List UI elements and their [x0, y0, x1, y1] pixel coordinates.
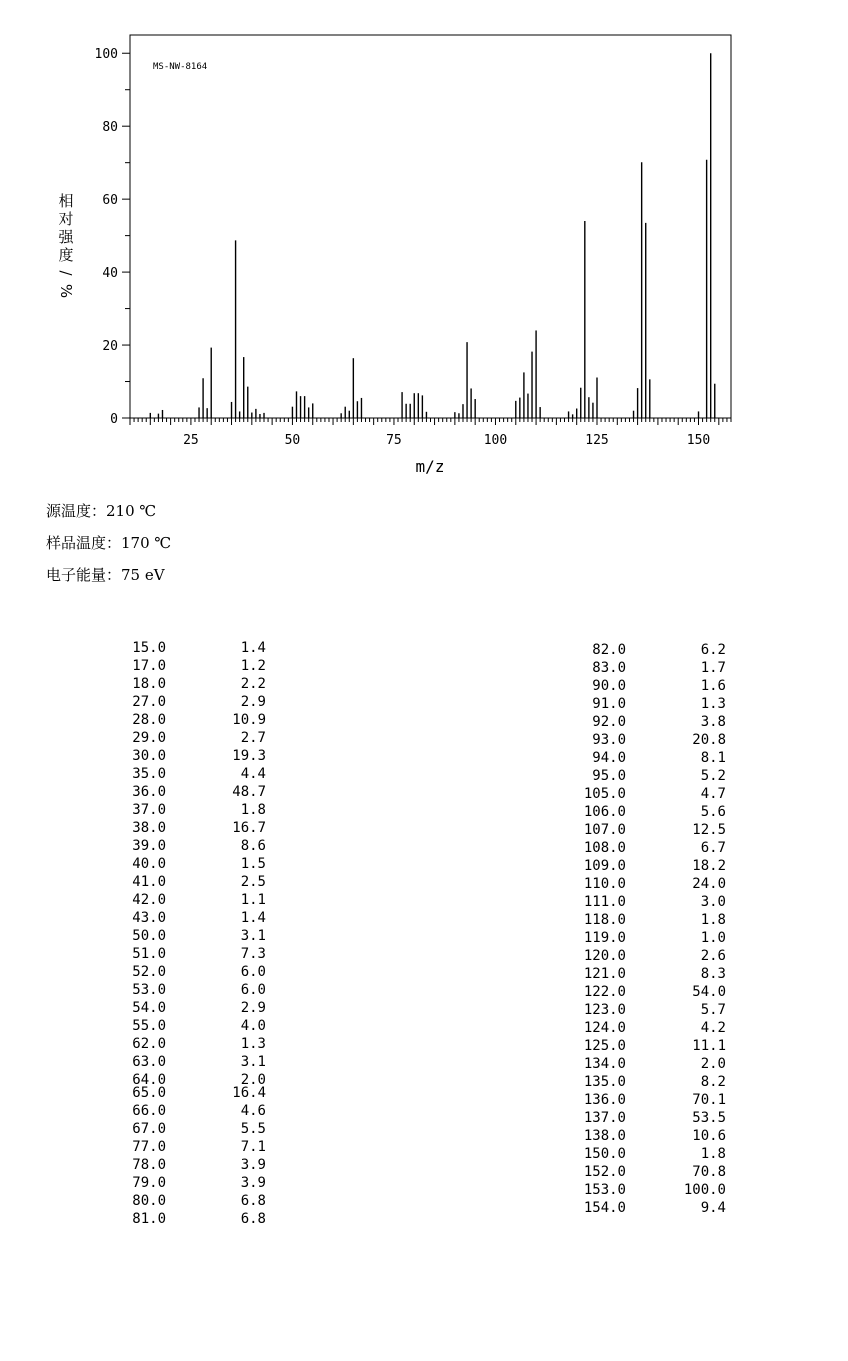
table-row: [60, 963, 266, 981]
table-row: [520, 659, 726, 677]
abundance-value: 4.4: [240, 766, 266, 782]
peak-table-right: [520, 641, 726, 1221]
mz-value: 94.0: [592, 750, 626, 766]
y-tick-label: 80: [102, 120, 118, 136]
abundance-value: 5.5: [240, 1121, 266, 1137]
mz-value: 138.0: [583, 1128, 626, 1144]
peak-table-left: [60, 639, 266, 1229]
abundance-value: 6.0: [240, 964, 266, 980]
x-axis-ticks: [130, 418, 731, 448]
abundance-value: 2.0: [240, 1072, 266, 1088]
mz-value: 62.0: [132, 1036, 166, 1052]
table-row: [60, 675, 266, 693]
source-temperature: 源温度：210 ℃: [46, 502, 157, 520]
abundance-value: 1.7: [700, 660, 726, 676]
mz-value: 40.0: [132, 856, 166, 872]
x-tick-label: 50: [284, 433, 301, 448]
mz-value: 39.0: [132, 838, 166, 854]
table-row: [60, 729, 266, 747]
table-row: [520, 821, 726, 839]
table-row: [60, 945, 266, 963]
mz-value: 119.0: [583, 930, 626, 946]
mz-value: 95.0: [592, 768, 626, 784]
table-row: [520, 947, 726, 965]
table-row: [60, 819, 266, 837]
table-row: [520, 1037, 726, 1055]
abundance-value: 3.8: [700, 714, 726, 730]
abundance-value: 4.2: [700, 1020, 726, 1036]
mz-value: 122.0: [583, 984, 626, 1000]
table-row: [520, 1199, 726, 1217]
mz-value: 154.0: [583, 1200, 626, 1216]
plot-frame: [130, 35, 731, 418]
abundance-value: 2.5: [240, 874, 266, 890]
chart-title: MS-NW-8164: [153, 62, 208, 72]
abundance-value: 54.0: [692, 984, 726, 1000]
table-row: [520, 695, 726, 713]
mz-value: 67.0: [132, 1121, 166, 1137]
abundance-value: 3.9: [240, 1175, 266, 1191]
abundance-value: 2.6: [700, 948, 726, 964]
abundance-value: 53.5: [692, 1110, 726, 1126]
mz-value: 107.0: [583, 822, 626, 838]
mz-value: 17.0: [132, 658, 166, 674]
mz-value: 125.0: [583, 1038, 626, 1054]
abundance-value: 1.4: [240, 910, 266, 926]
abundance-value: 6.8: [240, 1193, 266, 1209]
y-tick-label: 60: [102, 193, 118, 209]
abundance-value: 20.8: [692, 732, 726, 748]
mz-value: 77.0: [132, 1139, 166, 1155]
mz-value: 41.0: [132, 874, 166, 890]
table-row: [60, 981, 266, 999]
table-row: [520, 1163, 726, 1181]
abundance-value: 1.5: [240, 856, 266, 872]
abundance-value: 70.1: [692, 1092, 726, 1108]
y-axis-label-char: 度: [58, 246, 74, 264]
table-row: [60, 1156, 266, 1174]
mz-value: 136.0: [583, 1092, 626, 1108]
abundance-value: 1.8: [700, 1146, 726, 1162]
table-row: [60, 873, 266, 891]
mz-value: 93.0: [592, 732, 626, 748]
mz-value: 37.0: [132, 802, 166, 818]
mz-value: 123.0: [583, 1002, 626, 1018]
table-row: [60, 1053, 266, 1071]
table-row: [60, 657, 266, 675]
abundance-value: 2.9: [240, 1000, 266, 1016]
mz-value: 110.0: [583, 876, 626, 892]
abundance-value: 19.3: [232, 748, 266, 764]
table-row: [520, 1109, 726, 1127]
abundance-value: 70.8: [692, 1164, 726, 1180]
mass-spectrum-chart: [0, 0, 848, 490]
mz-value: 36.0: [132, 784, 166, 800]
mz-value: 79.0: [132, 1175, 166, 1191]
abundance-value: 3.1: [240, 928, 266, 944]
abundance-value: 2.0: [700, 1056, 726, 1072]
mz-value: 63.0: [132, 1054, 166, 1070]
mz-value: 50.0: [132, 928, 166, 944]
mz-value: 52.0: [132, 964, 166, 980]
mz-value: 30.0: [132, 748, 166, 764]
electron-energy: 电子能量：75 eV: [46, 566, 165, 584]
mz-value: 91.0: [592, 696, 626, 712]
mz-value: 51.0: [132, 946, 166, 962]
abundance-value: 7.3: [240, 946, 266, 962]
table-row: [520, 767, 726, 785]
mz-value: 106.0: [583, 804, 626, 820]
x-tick-label: 25: [183, 433, 199, 448]
abundance-value: 1.6: [700, 678, 726, 694]
abundance-value: 8.3: [700, 966, 726, 982]
mz-value: 55.0: [132, 1018, 166, 1034]
table-row: [60, 855, 266, 873]
table-row: [520, 731, 726, 749]
mz-value: 53.0: [132, 982, 166, 998]
abundance-value: 6.8: [240, 1211, 266, 1227]
abundance-value: 3.9: [240, 1157, 266, 1173]
abundance-value: 4.6: [240, 1103, 266, 1119]
table-row: [520, 839, 726, 857]
y-axis-ticks: [95, 47, 130, 427]
y-axis-label-char: 强: [58, 228, 74, 246]
abundance-value: 11.1: [692, 1038, 726, 1054]
table-row: [520, 929, 726, 947]
mz-value: 137.0: [583, 1110, 626, 1126]
y-axis-label-char: 对: [58, 210, 74, 228]
table-row: [60, 1035, 266, 1053]
y-axis-label-char: 相: [58, 192, 74, 210]
abundance-value: 2.9: [240, 694, 266, 710]
table-row: [520, 893, 726, 911]
abundance-value: 5.2: [700, 768, 726, 784]
mz-value: 90.0: [592, 678, 626, 694]
mz-value: 28.0: [132, 712, 166, 728]
abundance-value: 18.2: [692, 858, 726, 874]
table-row: [520, 1073, 726, 1091]
mz-value: 82.0: [592, 642, 626, 658]
table-row: [60, 1210, 266, 1228]
table-row: [60, 639, 266, 657]
abundance-value: 1.3: [240, 1036, 266, 1052]
abundance-value: 6.2: [700, 642, 726, 658]
table-row: [60, 693, 266, 711]
abundance-value: 3.0: [700, 894, 726, 910]
mz-value: 15.0: [132, 640, 166, 656]
abundance-value: 5.6: [700, 804, 726, 820]
y-tick-label: 20: [102, 339, 118, 355]
mz-value: 83.0: [592, 660, 626, 676]
abundance-value: 1.2: [240, 658, 266, 674]
abundance-value: 1.3: [700, 696, 726, 712]
abundance-value: 12.5: [692, 822, 726, 838]
mz-value: 105.0: [583, 786, 626, 802]
abundance-value: 4.0: [240, 1018, 266, 1034]
table-row: [60, 909, 266, 927]
table-row: [60, 1084, 266, 1102]
y-axis-label: [56, 192, 76, 300]
table-row: [520, 857, 726, 875]
table-row: [60, 837, 266, 855]
y-tick-label: 100: [94, 47, 118, 63]
table-row: [520, 677, 726, 695]
table-row: [60, 999, 266, 1017]
abundance-value: 9.4: [700, 1200, 726, 1216]
x-tick-label: 100: [483, 433, 508, 448]
x-tick-label: 125: [585, 433, 609, 448]
y-tick-label: 0: [110, 412, 118, 427]
table-row: [520, 713, 726, 731]
mz-value: 111.0: [583, 894, 626, 910]
spectrum-peaks: [150, 53, 714, 418]
mz-value: 124.0: [583, 1020, 626, 1036]
y-tick-label: 40: [102, 266, 118, 282]
mz-value: 118.0: [583, 912, 626, 928]
mz-value: 81.0: [132, 1211, 166, 1227]
mz-value: 135.0: [583, 1074, 626, 1090]
abundance-value: 10.6: [692, 1128, 726, 1144]
x-axis-label: m/z: [415, 457, 445, 476]
table-row: [520, 1091, 726, 1109]
mz-value: 109.0: [583, 858, 626, 874]
table-row: [520, 1001, 726, 1019]
abundance-value: 1.4: [240, 640, 266, 656]
abundance-value: 16.4: [232, 1085, 266, 1101]
mz-value: 38.0: [132, 820, 166, 836]
abundance-value: 6.0: [240, 982, 266, 998]
mz-value: 42.0: [132, 892, 166, 908]
table-row: [520, 875, 726, 893]
table-row: [520, 965, 726, 983]
abundance-value: 2.7: [240, 730, 266, 746]
table-row: [60, 711, 266, 729]
table-row: [520, 641, 726, 659]
abundance-value: 7.1: [240, 1139, 266, 1155]
abundance-value: 3.1: [240, 1054, 266, 1070]
x-tick-label: 75: [386, 433, 402, 448]
mz-value: 64.0: [132, 1072, 166, 1088]
mz-value: 35.0: [132, 766, 166, 782]
table-row: [60, 765, 266, 783]
y-axis-label-char: /: [57, 270, 75, 276]
table-row: [60, 891, 266, 909]
mz-value: 121.0: [583, 966, 626, 982]
abundance-value: 8.6: [240, 838, 266, 854]
mz-value: 80.0: [132, 1193, 166, 1209]
mz-value: 152.0: [583, 1164, 626, 1180]
table-row: [520, 1055, 726, 1073]
mz-value: 29.0: [132, 730, 166, 746]
table-row: [60, 1174, 266, 1192]
x-tick-label: 150: [686, 433, 711, 448]
table-row: [520, 983, 726, 1001]
table-row: [60, 783, 266, 801]
mz-value: 92.0: [592, 714, 626, 730]
mz-value: 150.0: [583, 1146, 626, 1162]
table-row: [520, 1019, 726, 1037]
table-row: [520, 1127, 726, 1145]
abundance-value: 5.7: [700, 1002, 726, 1018]
table-row: [60, 1138, 266, 1156]
abundance-value: 24.0: [692, 876, 726, 892]
table-row: [60, 747, 266, 765]
mz-value: 153.0: [583, 1182, 626, 1198]
mz-value: 18.0: [132, 676, 166, 692]
mz-value: 66.0: [132, 1103, 166, 1119]
table-row: [520, 1181, 726, 1199]
abundance-value: 1.1: [240, 892, 266, 908]
table-row: [60, 1192, 266, 1210]
mz-value: 78.0: [132, 1157, 166, 1173]
table-row: [60, 1120, 266, 1138]
mz-value: 65.0: [132, 1085, 166, 1101]
mz-value: 43.0: [132, 910, 166, 926]
table-row: [520, 911, 726, 929]
table-row: [60, 1102, 266, 1120]
sample-temperature: 样品温度：170 ℃: [46, 534, 172, 552]
abundance-value: 8.1: [700, 750, 726, 766]
abundance-value: 4.7: [700, 786, 726, 802]
abundance-value: 48.7: [232, 784, 266, 800]
table-row: [60, 1017, 266, 1035]
mz-value: 27.0: [132, 694, 166, 710]
table-row: [520, 803, 726, 821]
table-row: [520, 749, 726, 767]
abundance-value: 1.0: [700, 930, 726, 946]
abundance-value: 2.2: [240, 676, 266, 692]
mz-value: 120.0: [583, 948, 626, 964]
abundance-value: 1.8: [240, 802, 266, 818]
abundance-value: 10.9: [232, 712, 266, 728]
abundance-value: 6.7: [700, 840, 726, 856]
abundance-value: 100.0: [683, 1182, 726, 1198]
mz-value: 108.0: [583, 840, 626, 856]
table-row: [60, 927, 266, 945]
table-row: [520, 1145, 726, 1163]
table-row: [60, 801, 266, 819]
mz-value: 134.0: [583, 1056, 626, 1072]
abundance-value: 1.8: [700, 912, 726, 928]
abundance-value: 8.2: [700, 1074, 726, 1090]
table-row: [520, 785, 726, 803]
abundance-value: 16.7: [232, 820, 266, 836]
mz-value: 54.0: [132, 1000, 166, 1016]
y-axis-label-char: %: [57, 283, 75, 299]
